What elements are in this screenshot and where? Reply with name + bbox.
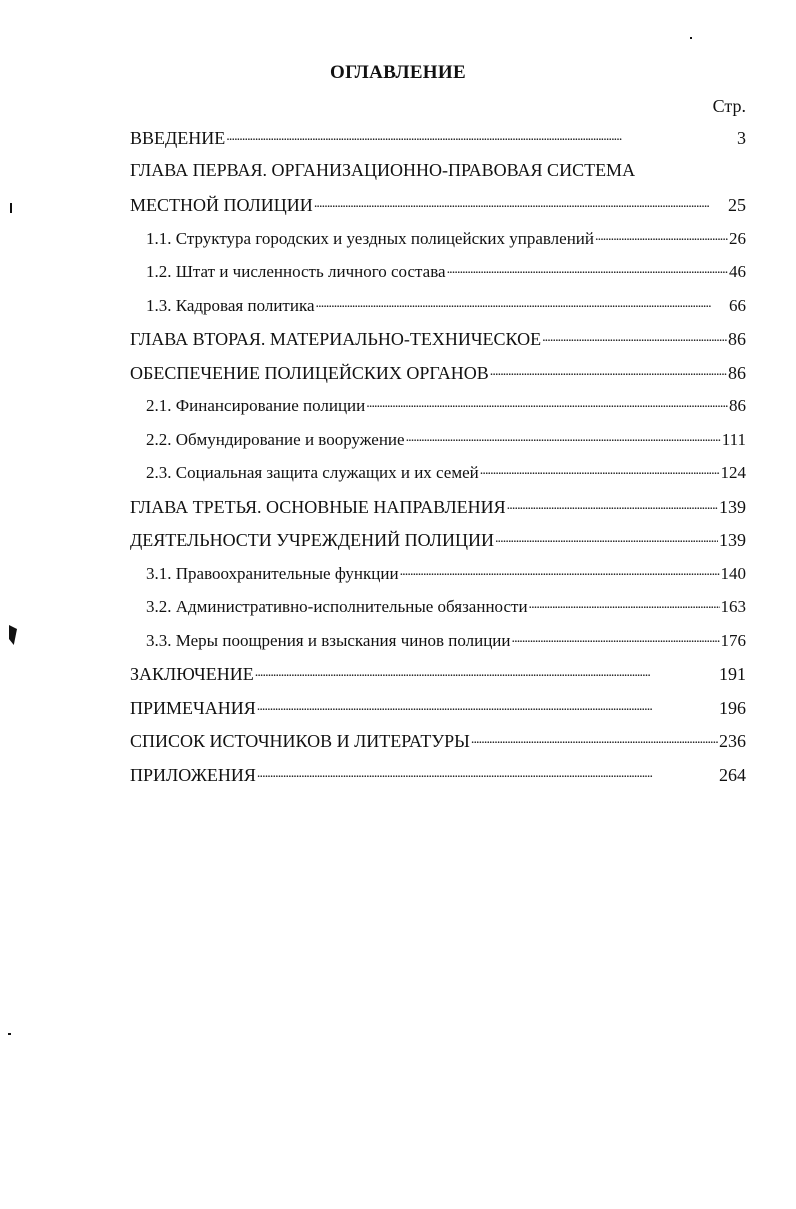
table-of-contents [130, 126, 746, 796]
toc-subentry [130, 595, 746, 629]
toc-entry-text: 1.1. Структура городских и уездных полицейских управлений [146, 228, 594, 248]
toc-entry-text: ДЕЯТЕЛЬНОСТИ УЧРЕЖДЕНИЙ ПОЛИЦИИ [130, 530, 494, 550]
toc-entry-text: 3.3. Меры поощрения и взыскания чинов полиции [146, 630, 511, 650]
toc-entry-page: 3 [737, 128, 746, 148]
scan-mark [9, 625, 17, 645]
page-column-label: Стр. [712, 96, 746, 116]
scan-mark [10, 203, 12, 213]
toc-entry-page: 139 [719, 496, 746, 517]
toc-entry-page: 46 [729, 262, 746, 281]
toc-subentry [130, 629, 746, 663]
dot-leader [507, 495, 718, 513]
toc-entry-page: 86 [728, 362, 746, 383]
toc-entry-text: 3.1. Правоохранительные функции [146, 563, 399, 583]
toc-entry-page: 236 [719, 731, 746, 751]
toc-entry [130, 193, 746, 227]
toc-entry-page: 124 [720, 463, 746, 482]
toc-entry-text: МЕСТНОЙ ПОЛИЦИИ [130, 195, 313, 215]
toc-subentry [130, 461, 746, 495]
toc-entry-text: 1.3. Кадровая политика [146, 295, 315, 315]
toc-entry-text: ГЛАВА ТРЕТЬЯ. ОСНОВНЫЕ НАПРАВЛЕНИЯ [130, 496, 506, 517]
toc-entry [130, 160, 746, 194]
toc-entry-page: 139 [719, 530, 746, 550]
toc-entry-text: ЗАКЛЮЧЕНИЕ [130, 664, 254, 684]
toc-entry-page: 26 [729, 228, 746, 248]
toc-subentry [130, 394, 746, 428]
toc-entry-page: 140 [720, 563, 746, 583]
toc-entry-text: 2.2. Обмундирование и вооружение [146, 429, 405, 449]
dot-leader [480, 461, 720, 478]
toc-entry-page: 163 [720, 597, 746, 616]
toc-entry-text: 3.2. Административно-исполнительные обязанности [146, 597, 528, 616]
dot-leader [257, 696, 718, 714]
toc-entry-text: 2.3. Социальная защита служащих и их семей [146, 463, 479, 482]
toc-entry-page: 86 [728, 329, 746, 349]
dot-leader [257, 763, 718, 781]
dot-leader [447, 260, 728, 277]
toc-entry-text: ПРИЛОЖЕНИЯ [130, 764, 256, 785]
toc-entry-text: ВВЕДЕНИЕ [130, 128, 226, 148]
toc-subentry [130, 428, 746, 462]
dot-leader [512, 629, 720, 646]
toc-subentry [130, 294, 746, 328]
dot-leader [255, 662, 718, 680]
toc-entry [130, 763, 746, 797]
toc-entry-text: СПИСОК ИСТОЧНИКОВ И ЛИТЕРАТУРЫ [130, 731, 470, 751]
toc-entry-page: 264 [719, 764, 746, 785]
toc-subentry [130, 260, 746, 294]
toc-subentry [130, 227, 746, 261]
dot-leader [406, 428, 721, 445]
toc-entry [130, 495, 746, 529]
toc-entry-text: ГЛАВА ВТОРАЯ. МАТЕРИАЛЬНО-ТЕХНИЧЕСКОЕ [130, 329, 542, 349]
toc-entry [130, 528, 746, 562]
dot-leader [495, 528, 718, 546]
toc-title: ОГЛАВЛЕНИЕ [330, 62, 466, 83]
toc-entry-text: ПРИМЕЧАНИЯ [130, 697, 256, 718]
toc-entry [130, 361, 746, 395]
scan-mark [690, 37, 692, 39]
toc-entry [130, 729, 746, 763]
toc-entry-text: 2.1. Финансирование полиции [146, 396, 366, 415]
toc-entry [130, 662, 746, 696]
toc-entry-text: ГЛАВА ПЕРВАЯ. ОРГАНИЗАЦИОННО-ПРАВОВАЯ СИСТЕМА [130, 159, 636, 180]
toc-entry-page: 111 [721, 429, 746, 449]
dot-leader [314, 193, 727, 211]
toc-subentry [130, 562, 746, 596]
scan-mark [8, 1033, 11, 1035]
toc-entry [130, 126, 746, 160]
dot-leader [226, 126, 736, 144]
dot-leader [316, 294, 728, 311]
dot-leader [529, 595, 720, 612]
toc-entry-page: 86 [729, 396, 746, 415]
dot-leader [471, 729, 718, 747]
toc-entry-page: 191 [719, 664, 746, 684]
toc-entry-page: 196 [719, 697, 746, 718]
dot-leader [366, 394, 728, 411]
dot-leader [400, 562, 720, 579]
dot-leader [595, 227, 728, 244]
dot-leader [490, 361, 727, 379]
toc-entry-text: 1.2. Штат и численность личного состава [146, 262, 446, 281]
toc-entry-page: 66 [729, 295, 746, 315]
toc-entry [130, 696, 746, 730]
toc-entry-text: ОБЕСПЕЧЕНИЕ ПОЛИЦЕЙСКИХ ОРГАНОВ [130, 362, 489, 383]
toc-entry [130, 327, 746, 361]
toc-entry-page: 176 [720, 630, 746, 650]
dot-leader [542, 327, 727, 345]
toc-entry-page: 25 [728, 195, 746, 215]
